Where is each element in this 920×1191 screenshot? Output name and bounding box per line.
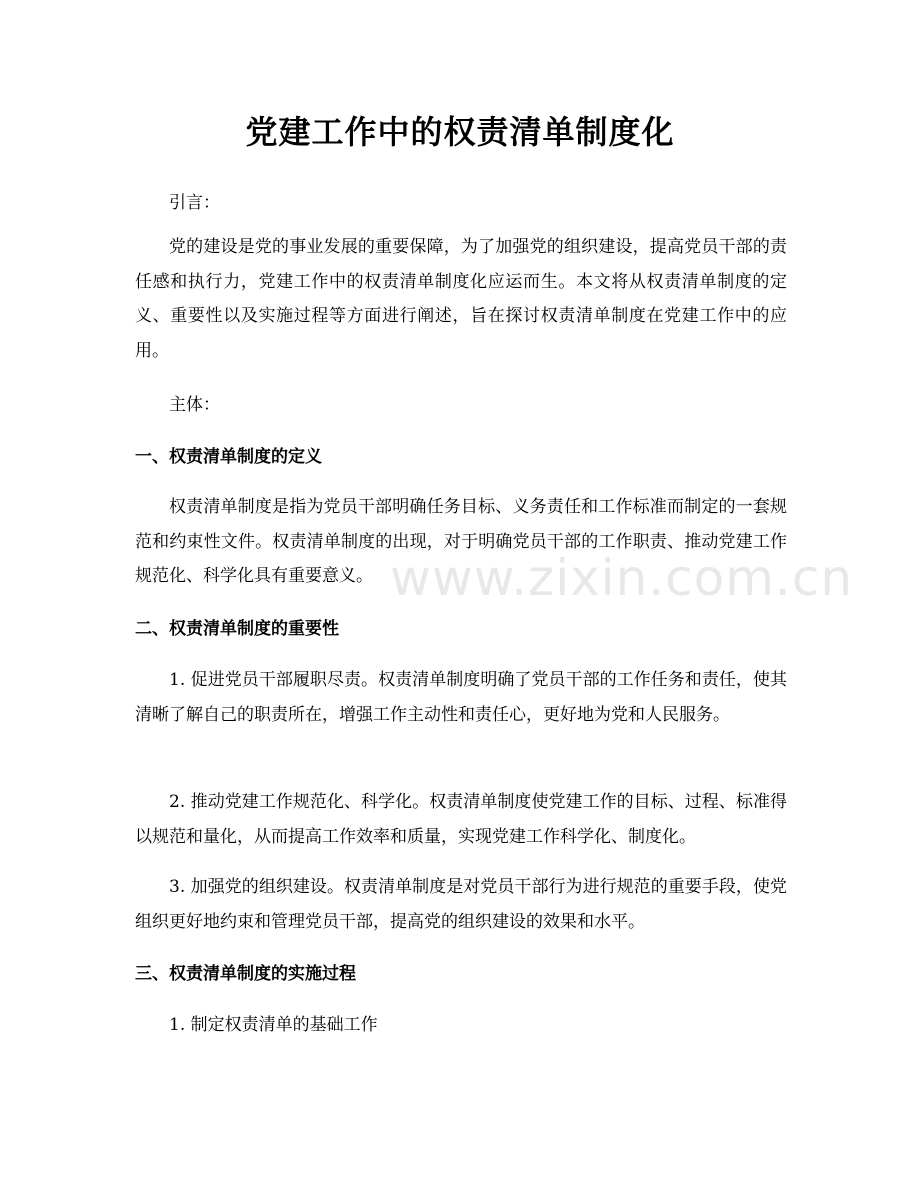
- importance-item-3: 3. 加强党的组织建设。权责清单制度是对党员干部行为进行规范的重要手段，使党组织更好地约束和管理党员干部，提高党的组织建设的效果和水平。: [135, 877, 787, 932]
- document-title: 党建工作中的权责清单制度化: [245, 113, 675, 151]
- importance-item-2: 2. 推动党建工作规范化、科学化。权责清单制度使党建工作的目标、过程、标准得以规范和量化，从而提高工作效率和质量，实现党建工作科学化、制度化。: [135, 792, 787, 847]
- intro-label: 引言：: [169, 193, 220, 213]
- implementation-item-1: 1. 制定权责清单的基础工作: [169, 1015, 378, 1035]
- watermark: www.zixin.com.cn: [390, 549, 854, 607]
- importance-item-1: 1. 促进党员干部履职尽责。权责清单制度明确了党员干部的工作任务和责任，使其清晰了解自己的职责所在，增强工作主动性和责任心，更好地为党和人民服务。: [135, 670, 787, 725]
- section-heading-definition: 一、权责清单制度的定义: [135, 447, 322, 467]
- section-definition-paragraph: 权责清单制度是指为党员干部明确任务目标、义务责任和工作标准而制定的一套规范和约束性文件。权责清单制度的出现，对于明确党员干部的工作职责、推动党建工作规范化、科学化具有重要意义。: [135, 497, 787, 586]
- section-heading-importance: 二、权责清单制度的重要性: [135, 619, 339, 639]
- body-label: 主体：: [169, 395, 220, 415]
- intro-paragraph: 党的建设是党的事业发展的重要保障，为了加强党的组织建设，提高党员干部的责任感和执行力，党建工作中的权责清单制度化应运而生。本文将从权责清单制度的定义、重要性以及实施过程等方面进行阐述，旨在探讨权责清单制度在党建工作中的应用。: [135, 237, 787, 361]
- section-heading-implementation: 三、权责清单制度的实施过程: [135, 964, 356, 984]
